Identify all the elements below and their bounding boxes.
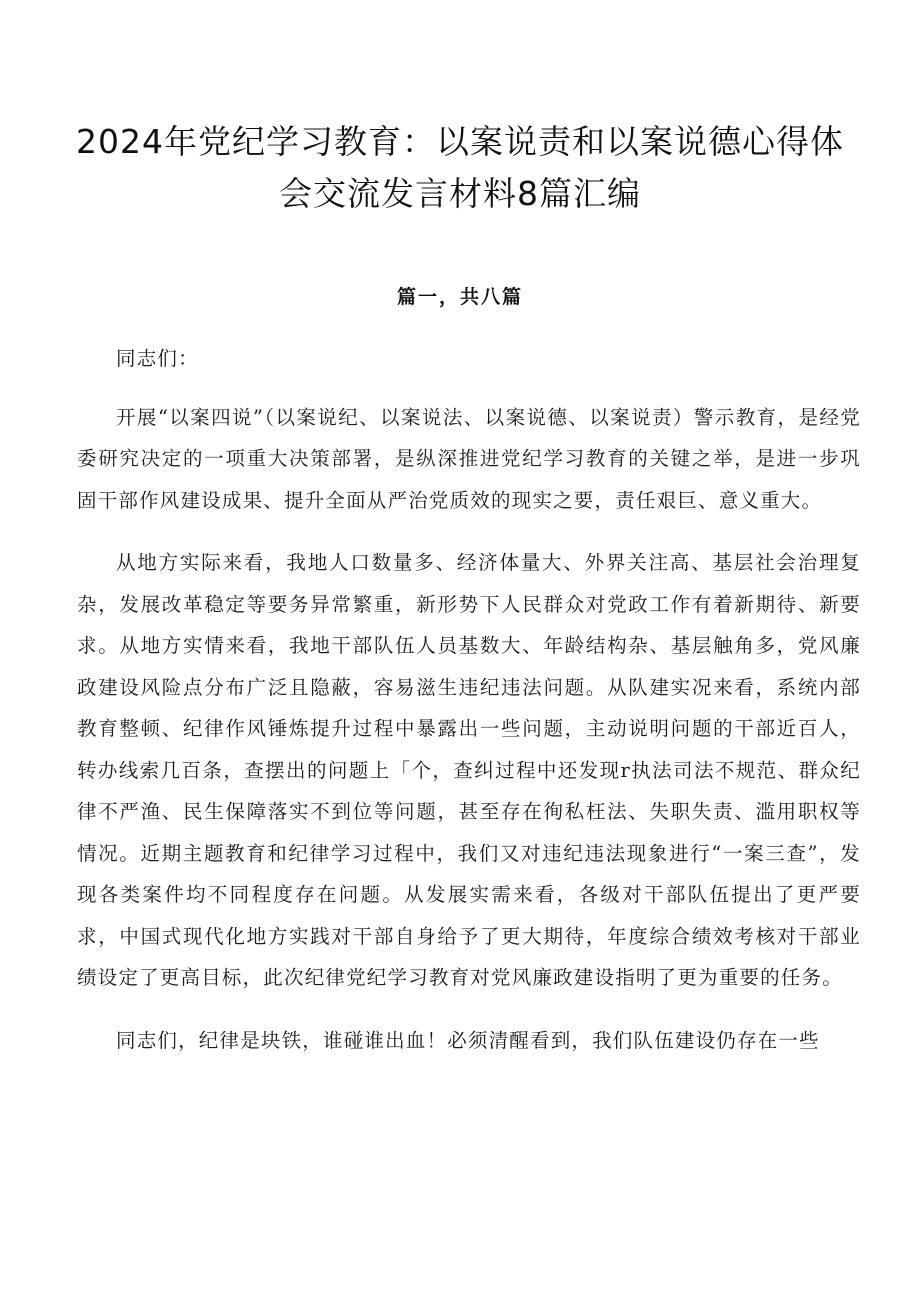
paragraph: 开展“以案四说”（以案说纪、以案说法、以案说德、以案说责）警示教育，是经党委研究决定的一项重大决策部署，是纵深推进党纪学习教育的关键之举，是进一步巩固干部作风建设成果、提升全面从严治党质效的现实之要，责任艰巨、意义重大。	[77, 405, 861, 512]
document-body	[77, 338, 861, 1082]
document-title: 2024年党纪学习教育：以案说责和以案说德心得体会交流发言材料8篇汇编	[76, 122, 844, 213]
paragraph: 从地方实际来看，我地人口数量多、经济体量大、外界关注高、基层社会治理复杂，发展改革稳定等要务异常繁重，新形势下人民群众对党政工作有着新期待、新要求。从地方实情来看，我地干部队伍人员基数大、年龄结构杂、基层触角多，党风廉政建设风险点分布广泛且隐蔽，容易滋生违纪违法问题。从队建实况来看，系统内部教育整顿、纪律作风锤炼提升过程中暴露出一些问题，主动说明问题的干部近百人，转办线索几百条，查摆出的问题上「个，查纠过程中还发现r执法司法不规范、群众纪律不严渔、民生保障落实不到位等问题，甚至存在徇私枉法、失职失责、滥用职权等情况。近期主题教育和纪律学习过程中，我们又对违纪违法现象进行“一案三查”，发现各类案件均不同程度存在问题。从发展实需来看，各级对干部队伍提出了更严要求，中国式现代化地方实践对干部自身给予了更大期待，年度综合绩效考核对干部业绩设定了更高目标，此次纪律党纪学习教育对党风廉政建设指明了更为重要的任务。	[77, 551, 861, 989]
section-heading: 篇一，共八篇	[396, 286, 523, 308]
paragraph: 同志们，纪律是块铁，谁碰谁出血！必须清醒看到，我们队伍建设仍存在一些	[116, 1028, 820, 1052]
salutation: 同志们：	[116, 347, 199, 370]
